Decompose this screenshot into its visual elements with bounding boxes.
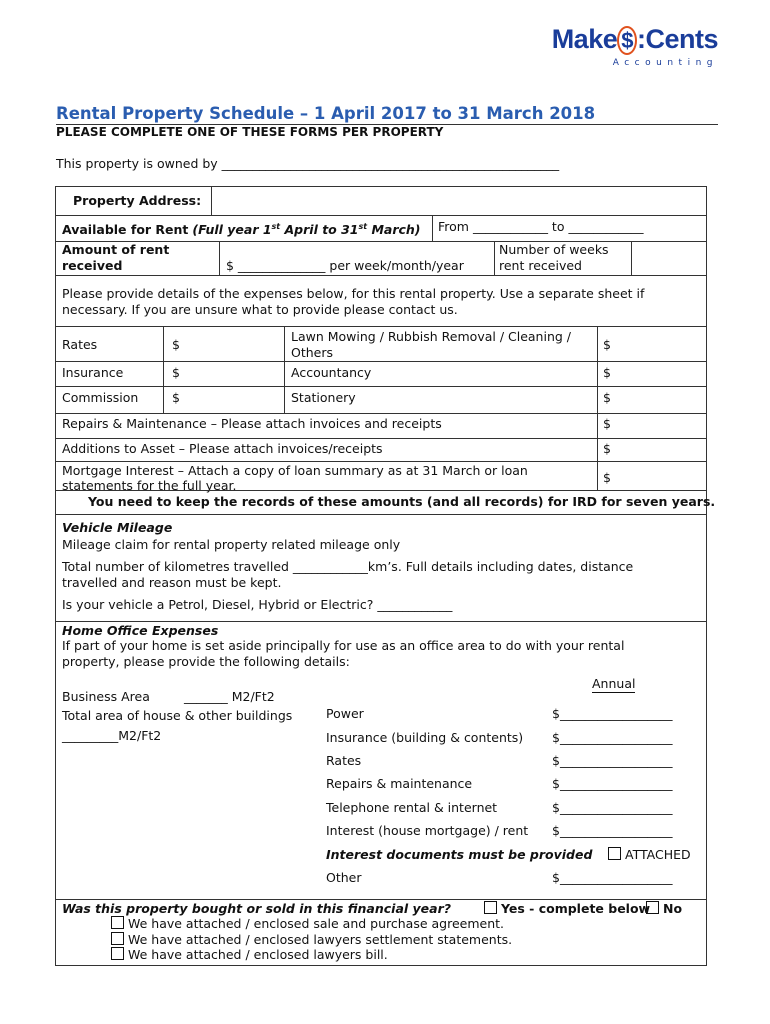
form-subtitle: PLEASE COMPLETE ONE OF THESE FORMS PER PROPERTY xyxy=(56,125,444,139)
checkbox-icon[interactable] xyxy=(111,932,124,945)
home-rates-field[interactable]: $__________________ xyxy=(552,753,673,768)
insurance-dollar[interactable]: $ xyxy=(172,365,180,380)
sale-yes-checkbox[interactable]: Yes - complete below xyxy=(484,901,650,917)
insurance-label: Insurance xyxy=(62,365,124,380)
home-office-intro-2: property, please provide the following details: xyxy=(62,654,350,669)
home-repairs-label: Repairs & maintenance xyxy=(326,776,473,791)
business-area-label: Business Area xyxy=(62,689,150,704)
power-label: Power xyxy=(326,706,364,721)
row-line xyxy=(56,413,706,414)
checkbox-icon[interactable] xyxy=(484,901,497,914)
telephone-label: Telephone rental & internet xyxy=(326,800,498,815)
weeks-label-2: rent received xyxy=(499,258,582,273)
home-office-heading: Home Office Expenses xyxy=(62,623,219,638)
row-line xyxy=(56,490,706,491)
checkbox-icon[interactable] xyxy=(111,947,124,960)
business-area-field[interactable]: _______ M2/Ft2 xyxy=(184,689,275,704)
fuel-type-field[interactable]: Is your vehicle a Petrol, Diesel, Hybrid or Electric? ____________ xyxy=(62,597,453,612)
property-address-input[interactable] xyxy=(216,193,701,209)
additions-label: Additions to Asset – Please attach invoices/receipts xyxy=(62,441,383,456)
other-label: Other xyxy=(326,870,362,885)
home-rates-label: Rates xyxy=(326,753,362,768)
weeks-label-1: Number of weeks xyxy=(499,242,609,257)
weeks-input[interactable] xyxy=(636,247,700,265)
settlement-checkbox[interactable]: We have attached / enclosed lawyers settlement statements. xyxy=(111,932,512,948)
attached-checkbox[interactable]: ATTACHED xyxy=(608,847,691,863)
total-area-label: Total area of house & other buildings xyxy=(62,708,293,723)
lawn-label-1: Lawn Mowing / Rubbish Removal / Cleaning / xyxy=(291,329,571,344)
logo-tagline: Accounting xyxy=(612,58,718,68)
row-line xyxy=(56,621,706,622)
vehicle-line-1: Mileage claim for rental property related mileage only xyxy=(62,537,401,552)
interest-label: Interest (house mortgage) / rent xyxy=(326,823,529,838)
row-line xyxy=(56,514,706,515)
mortgage-dollar[interactable]: $ xyxy=(603,470,611,485)
divider xyxy=(494,241,495,275)
lawn-label-2: Others xyxy=(291,345,334,360)
owned-by-field[interactable]: This property is owned by ______________________________________________________ xyxy=(56,156,560,171)
available-for-rent-label: Available for Rent (Full year 1st April to 31st March) xyxy=(62,222,421,238)
telephone-field[interactable]: $__________________ xyxy=(552,800,673,815)
other-field[interactable]: $__________________ xyxy=(552,870,673,885)
divider xyxy=(631,241,632,275)
home-office-intro-1: If part of your home is set aside principally for use as an office area to do with your rental xyxy=(62,638,625,653)
divider xyxy=(211,187,212,215)
rates-label: Rates xyxy=(62,337,98,352)
total-area-field[interactable]: _________M2/Ft2 xyxy=(62,728,162,743)
repairs-label: Repairs & Maintenance – Please attach invoices and receipts xyxy=(62,416,442,431)
records-note: You need to keep the records of these amounts (and all records) for IRD for seven years. xyxy=(88,494,716,509)
divider xyxy=(163,326,164,414)
mortgage-label-2: statements for the full year. xyxy=(62,478,237,493)
additions-dollar[interactable]: $ xyxy=(603,441,611,456)
logo-wordmark: Make $ :Cents xyxy=(551,24,718,54)
expenses-intro-2: necessary. If you are unsure what to provide please contact us. xyxy=(62,302,458,317)
stationery-dollar[interactable]: $ xyxy=(603,390,611,405)
row-line xyxy=(56,899,706,900)
divider xyxy=(432,215,433,241)
mortgage-label-1: Mortgage Interest – Attach a copy of loan summary as at 31 March or loan xyxy=(62,463,528,478)
row-line xyxy=(56,275,706,276)
accountancy-dollar[interactable]: $ xyxy=(603,365,611,380)
rent-amount-label-2: received xyxy=(62,258,123,273)
divider xyxy=(219,241,220,275)
interest-field[interactable]: $__________________ xyxy=(552,823,673,838)
row-line xyxy=(56,326,706,327)
rent-amount-field[interactable]: $ ______________ per week/month/year xyxy=(226,258,464,273)
insurance-building-label: Insurance (building & contents) xyxy=(326,730,524,745)
expenses-intro-1: Please provide details of the expenses below, for this rental property. Use a separate sheet if xyxy=(62,286,645,301)
divider xyxy=(284,326,285,414)
rates-dollar[interactable]: $ xyxy=(172,337,180,352)
lawn-dollar[interactable]: $ xyxy=(603,337,611,352)
km-travelled-note: travelled and reason must be kept. xyxy=(62,575,282,590)
annual-header: Annual xyxy=(592,676,636,691)
row-line xyxy=(56,386,706,387)
repairs-dollar[interactable]: $ xyxy=(603,416,611,431)
rent-period-field[interactable]: From ____________ to ____________ xyxy=(438,219,644,234)
interest-docs-note: Interest documents must be provided xyxy=(326,847,593,862)
row-line xyxy=(56,461,706,462)
commission-label: Commission xyxy=(62,390,139,405)
power-field[interactable]: $__________________ xyxy=(552,706,673,721)
divider xyxy=(597,326,598,490)
vehicle-heading: Vehicle Mileage xyxy=(62,520,173,535)
sale-no-checkbox[interactable]: No xyxy=(646,901,682,917)
checkbox-icon[interactable] xyxy=(111,916,124,929)
insurance-building-field[interactable]: $__________________ xyxy=(552,730,673,745)
row-line xyxy=(56,215,706,216)
lawyers-bill-checkbox[interactable]: We have attached / enclosed lawyers bill. xyxy=(111,947,388,963)
form-box xyxy=(55,186,716,966)
km-travelled-field[interactable]: Total number of kilometres travelled ____________km’s. Full details including dates, distance xyxy=(62,559,634,574)
sale-agreement-checkbox[interactable]: We have attached / enclosed sale and purchase agreement. xyxy=(111,916,504,932)
row-line xyxy=(56,361,706,362)
row-line xyxy=(56,438,706,439)
accountancy-label: Accountancy xyxy=(291,365,372,380)
home-repairs-field[interactable]: $__________________ xyxy=(552,776,673,791)
checkbox-icon[interactable] xyxy=(646,901,659,914)
sale-question-text: Was this property bought or sold in this financial year? xyxy=(62,901,452,916)
rent-amount-label-1: Amount of rent xyxy=(62,242,170,257)
checkbox-icon[interactable] xyxy=(608,847,621,860)
company-logo xyxy=(552,24,718,68)
stationery-label: Stationery xyxy=(291,390,356,405)
property-address-label: Property Address: xyxy=(73,193,202,208)
commission-dollar[interactable]: $ xyxy=(172,390,180,405)
form-title: Rental Property Schedule – 1 April 2017 to 31 March 2018 xyxy=(56,104,596,123)
